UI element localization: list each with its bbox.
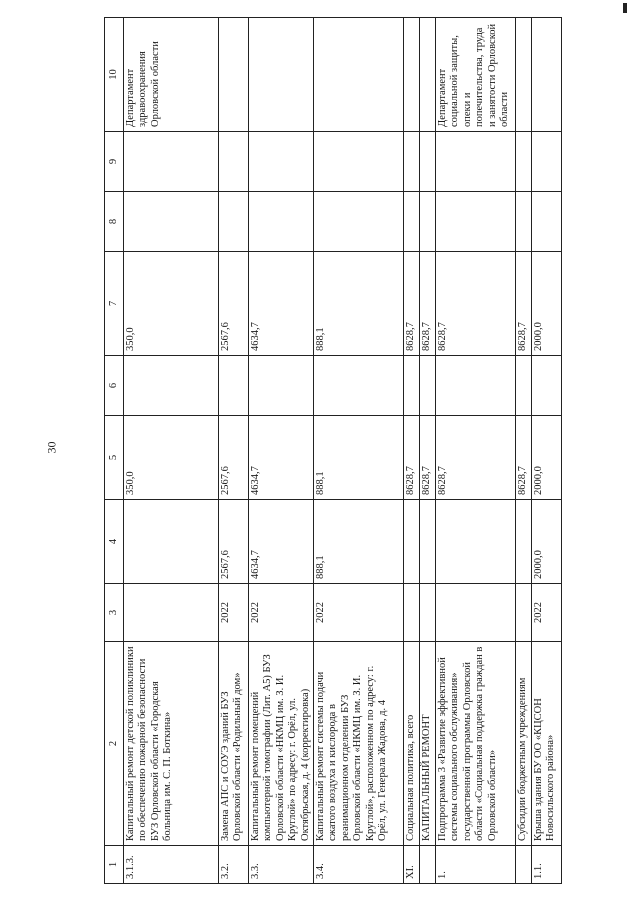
header-cell: 9 bbox=[105, 132, 124, 192]
row-year bbox=[516, 584, 532, 642]
row-col6 bbox=[420, 356, 436, 416]
row-year bbox=[436, 584, 516, 642]
row-col7: 350,0 bbox=[124, 252, 219, 356]
row-col7: 4634,7 bbox=[249, 252, 314, 356]
header-cell: 2 bbox=[105, 642, 124, 846]
row-number bbox=[420, 846, 436, 884]
row-name: Подпрограмма 3 «Развитие эффективной системы социального обслуживания» государственной программы Орловской области «Социальная поддержка граждан в Орловской области» bbox=[436, 642, 516, 846]
row-number: 3.3. bbox=[249, 846, 314, 884]
row-year bbox=[124, 584, 219, 642]
table-row bbox=[532, 18, 562, 884]
row-number: 3.2. bbox=[219, 846, 249, 884]
row-col7: 8628,7 bbox=[420, 252, 436, 356]
table-row bbox=[516, 18, 532, 884]
row-col6 bbox=[516, 356, 532, 416]
row-year bbox=[420, 584, 436, 642]
row-col9 bbox=[404, 132, 420, 192]
row-col4 bbox=[436, 500, 516, 584]
row-year: 2022 bbox=[314, 584, 404, 642]
row-department bbox=[404, 18, 420, 132]
row-col9 bbox=[314, 132, 404, 192]
scan-mark bbox=[623, 3, 627, 13]
row-department bbox=[532, 18, 562, 132]
row-col9 bbox=[249, 132, 314, 192]
row-col7: 2567,6 bbox=[219, 252, 249, 356]
row-col4 bbox=[124, 500, 219, 584]
row-number: XI. bbox=[404, 846, 420, 884]
table-row bbox=[124, 18, 219, 884]
row-col8 bbox=[249, 192, 314, 252]
row-col8 bbox=[124, 192, 219, 252]
row-col5: 8628,7 bbox=[420, 416, 436, 500]
table-row bbox=[219, 18, 249, 884]
row-col4 bbox=[420, 500, 436, 584]
row-col7: 8628,7 bbox=[404, 252, 420, 356]
header-cell: 7 bbox=[105, 252, 124, 356]
row-year: 2022 bbox=[249, 584, 314, 642]
row-col8 bbox=[532, 192, 562, 252]
row-name: Капитальный ремонт помещений компьютерной томографии (Лит. А5) БУЗ Орловской области «НКМЦ им. З. И. Круглой» по адресу: г. Орёл, ул. Октябрьская, д. 4 (корректировка) bbox=[249, 642, 314, 846]
row-col5: 2567,6 bbox=[219, 416, 249, 500]
row-col7: 8628,7 bbox=[436, 252, 516, 356]
header-cell: 1 bbox=[105, 846, 124, 884]
row-col6 bbox=[404, 356, 420, 416]
row-col8 bbox=[219, 192, 249, 252]
row-col7: 2000,0 bbox=[532, 252, 562, 356]
row-number: 3.1.3. bbox=[124, 846, 219, 884]
row-col9 bbox=[436, 132, 516, 192]
row-col5: 4634,7 bbox=[249, 416, 314, 500]
row-col6 bbox=[314, 356, 404, 416]
row-col9 bbox=[219, 132, 249, 192]
table-row bbox=[404, 18, 420, 884]
header-cell: 3 bbox=[105, 584, 124, 642]
row-name: Социальная политика, всего bbox=[404, 642, 420, 846]
row-col7: 888,1 bbox=[314, 252, 404, 356]
header-cell: 6 bbox=[105, 356, 124, 416]
row-col5: 2000,0 bbox=[532, 416, 562, 500]
row-name: Капитальный ремонт системы подачи сжатого воздуха и кислорода в реанимационном отделении БУЗ Орловской области «НКМЦ им. З. И. Круглой», расположенном по адресу: г. Орёл, ул. Генерала Жадова, д. 4 bbox=[314, 642, 404, 846]
row-department: Департамент здравоохранения Орловской области bbox=[124, 18, 219, 132]
row-col6 bbox=[532, 356, 562, 416]
row-department: Департамент социальной защиты, опеки и попечительства, труда и занятости Орловской области bbox=[436, 18, 516, 132]
row-col6 bbox=[436, 356, 516, 416]
row-year: 2022 bbox=[219, 584, 249, 642]
row-col9 bbox=[532, 132, 562, 192]
header-cell: 10 bbox=[105, 18, 124, 132]
row-name: Замена АПС и СОУЭ зданий БУЗ Орловской области «Родильный дом» bbox=[219, 642, 249, 846]
row-col4: 4634,7 bbox=[249, 500, 314, 584]
row-name: Крыша здания БУ ОО «КЦСОН Новосильского района» bbox=[532, 642, 562, 846]
row-department bbox=[219, 18, 249, 132]
header-cell: 8 bbox=[105, 192, 124, 252]
row-col4 bbox=[516, 500, 532, 584]
row-col4: 888,1 bbox=[314, 500, 404, 584]
row-department bbox=[249, 18, 314, 132]
row-col6 bbox=[124, 356, 219, 416]
row-col9 bbox=[124, 132, 219, 192]
row-number: 1.1. bbox=[532, 846, 562, 884]
table-row bbox=[314, 18, 404, 884]
rotated-table-wrapper bbox=[104, 18, 604, 884]
header-cell: 4 bbox=[105, 500, 124, 584]
row-col5: 8628,7 bbox=[436, 416, 516, 500]
row-col5: 8628,7 bbox=[404, 416, 420, 500]
row-col4: 2567,6 bbox=[219, 500, 249, 584]
row-col4: 2000,0 bbox=[532, 500, 562, 584]
row-name: Капитальный ремонт детской поликлиники по обеспечению пожарной безопасности БУЗ Орловской области «Городская больница им. С. П. Боткина» bbox=[124, 642, 219, 846]
row-department bbox=[420, 18, 436, 132]
row-col8 bbox=[436, 192, 516, 252]
row-col5: 8628,7 bbox=[516, 416, 532, 500]
table-row bbox=[420, 18, 436, 884]
row-col7: 8628,7 bbox=[516, 252, 532, 356]
row-col9 bbox=[420, 132, 436, 192]
row-department bbox=[314, 18, 404, 132]
row-number: 1. bbox=[436, 846, 516, 884]
table-row bbox=[436, 18, 516, 884]
row-department bbox=[516, 18, 532, 132]
row-col6 bbox=[249, 356, 314, 416]
row-col6 bbox=[219, 356, 249, 416]
row-year: 2022 bbox=[532, 584, 562, 642]
row-col9 bbox=[516, 132, 532, 192]
row-name: КАПИТАЛЬНЫЙ РЕМОНТ bbox=[420, 642, 436, 846]
row-year bbox=[404, 584, 420, 642]
table-row bbox=[249, 18, 314, 884]
header-row bbox=[105, 18, 124, 884]
row-col5: 350,0 bbox=[124, 416, 219, 500]
data-table bbox=[104, 17, 562, 884]
row-col5: 888,1 bbox=[314, 416, 404, 500]
row-name: Субсидии бюджетным учреждениям bbox=[516, 642, 532, 846]
row-col8 bbox=[314, 192, 404, 252]
row-col8 bbox=[420, 192, 436, 252]
row-number bbox=[516, 846, 532, 884]
page-number: 30 bbox=[44, 441, 59, 454]
header-cell: 5 bbox=[105, 416, 124, 500]
row-col8 bbox=[404, 192, 420, 252]
row-number: 3.4. bbox=[314, 846, 404, 884]
row-col4 bbox=[404, 500, 420, 584]
row-col8 bbox=[516, 192, 532, 252]
